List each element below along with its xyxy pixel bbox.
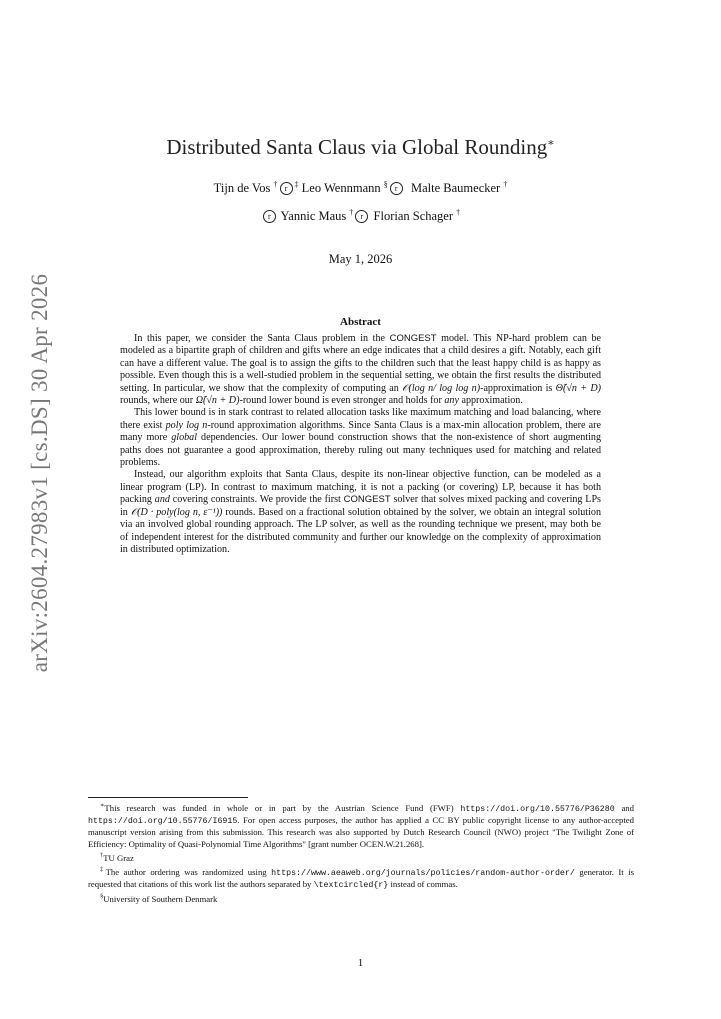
abstract-paragraph: In this paper, we consider the Santa Claus problem in the CONGEST model. This NP-hard problem can be modeled as a bipartite graph of children and gifts where an edge indicates that a child desires a gift. Notably, each gift can have a different value. The goal is to assign the gifts to the children such that the least happy child is as happy as possible. Even though this is a well-studied problem in the sequential setting, we obtain the first results the distributed setting. In particular, we show that the complexity of computing an 𝒪(log n/ log log n)-approximation is Θ̃(√n + D) rounds, where our Ω̃(√n + D)-round lower bound is even stronger and holds for any approximation. bbox=[120, 333, 601, 407]
orcid-icon: r bbox=[390, 182, 403, 195]
author-name: Leo Wennmann bbox=[301, 181, 381, 196]
arxiv-sidebar bbox=[22, 273, 58, 672]
doi-link[interactable]: https://doi.org/10.55776/P36280 bbox=[460, 804, 615, 814]
footnote-author-order: ‡The author ordering was randomized using https://www.aeaweb.org/journals/policies/random-author-order/ generator. It is requested that citations of this work list the authors separated by \textcircled{r} instead of commas. bbox=[88, 865, 635, 890]
footnote-affiliation-tu-graz: †TU Graz bbox=[100, 851, 134, 863]
paper-title: Distributed Santa Claus via Global Rounding∗ bbox=[166, 135, 555, 159]
random-order-link[interactable]: https://www.aeaweb.org/journals/policies/random-author-order/ bbox=[271, 868, 575, 878]
author-name: Malte Baumecker bbox=[411, 181, 501, 196]
title-footnote-mark: ∗ bbox=[547, 137, 555, 149]
arxiv-id: arXiv:2604.27983v1 [cs.DS] 30 Apr 2026 bbox=[27, 273, 52, 672]
author-name: Tijn de Vos bbox=[213, 181, 271, 196]
abstract-paragraph: Instead, our algorithm exploits that Santa Claus, despite its non-linear objective function, can be modeled as a linear program (LP). In contrast to maximum matching, it is not a packing (or covering) LP, because it has both packing and covering constraints. We provide the first CONGEST solver that solves mixed packing and covering LPs in 𝒪(D · poly(log n, ε⁻¹)) rounds. Based on a fractional solution obtained by the solver, we obtain an integral solution via an involved global rounding approach. The LP solver, as well as the rounding technique we present, may both be of independent interest for the distributed community and further our knowledge on the complexity of approximation in distributed optimization. bbox=[120, 469, 601, 555]
author-name: Yannic Maus bbox=[280, 209, 347, 224]
page-number: 1 bbox=[357, 957, 364, 969]
orcid-icon: r bbox=[355, 210, 368, 223]
author-name: Florian Schager bbox=[373, 209, 454, 224]
paper-date: May 1, 2026 bbox=[328, 252, 393, 266]
footnote-funding: ∗This research was funded in whole or in part by the Austrian Science Fund (FWF) https://doi.org/10.55776/P36280 and https://doi.org/10.55776/I6915. For open access purposes, the author has applied a CC BY public copyright license to any author-accepted manuscript version arising from this submission. This research was also supported by Dutch Research Council (NWO) project "The Twilight Zone of Efficiency: Optimality of Quasi-Polynomial Time Algorithms" [grant number OCEN.W.21.268]. bbox=[88, 802, 634, 849]
abstract-body bbox=[120, 333, 601, 556]
abstract-paragraph: This lower bound is in stark contrast to related allocation tasks like maximum matching and load balancing, where there exist poly log n-round approximation algorithms. Since Santa Claus is a max-min allocation problem, there are many more global dependencies. Our lower bound construction shows that the non-existence of short augmenting paths does not guarantee a good approximation, thereby ruling out many techniques used for matching and related problems. bbox=[120, 407, 601, 469]
footnote-affiliation-sdu: §University of Southern Denmark bbox=[100, 893, 218, 904]
abstract-heading: Abstract bbox=[340, 316, 381, 328]
orcid-icon: r bbox=[263, 210, 276, 223]
orcid-icon: r bbox=[280, 182, 293, 195]
footnote-rule bbox=[88, 797, 248, 798]
doi-link[interactable]: https://doi.org/10.55776/I6915 bbox=[88, 817, 238, 827]
footnotes bbox=[88, 800, 634, 905]
author-line-2: r Yannic Maus † r Florian Schager † bbox=[0, 208, 721, 224]
author-line-1: Tijn de Vos † r ‡ Leo Wennmann § r Malte Baumecker † bbox=[213, 180, 508, 196]
